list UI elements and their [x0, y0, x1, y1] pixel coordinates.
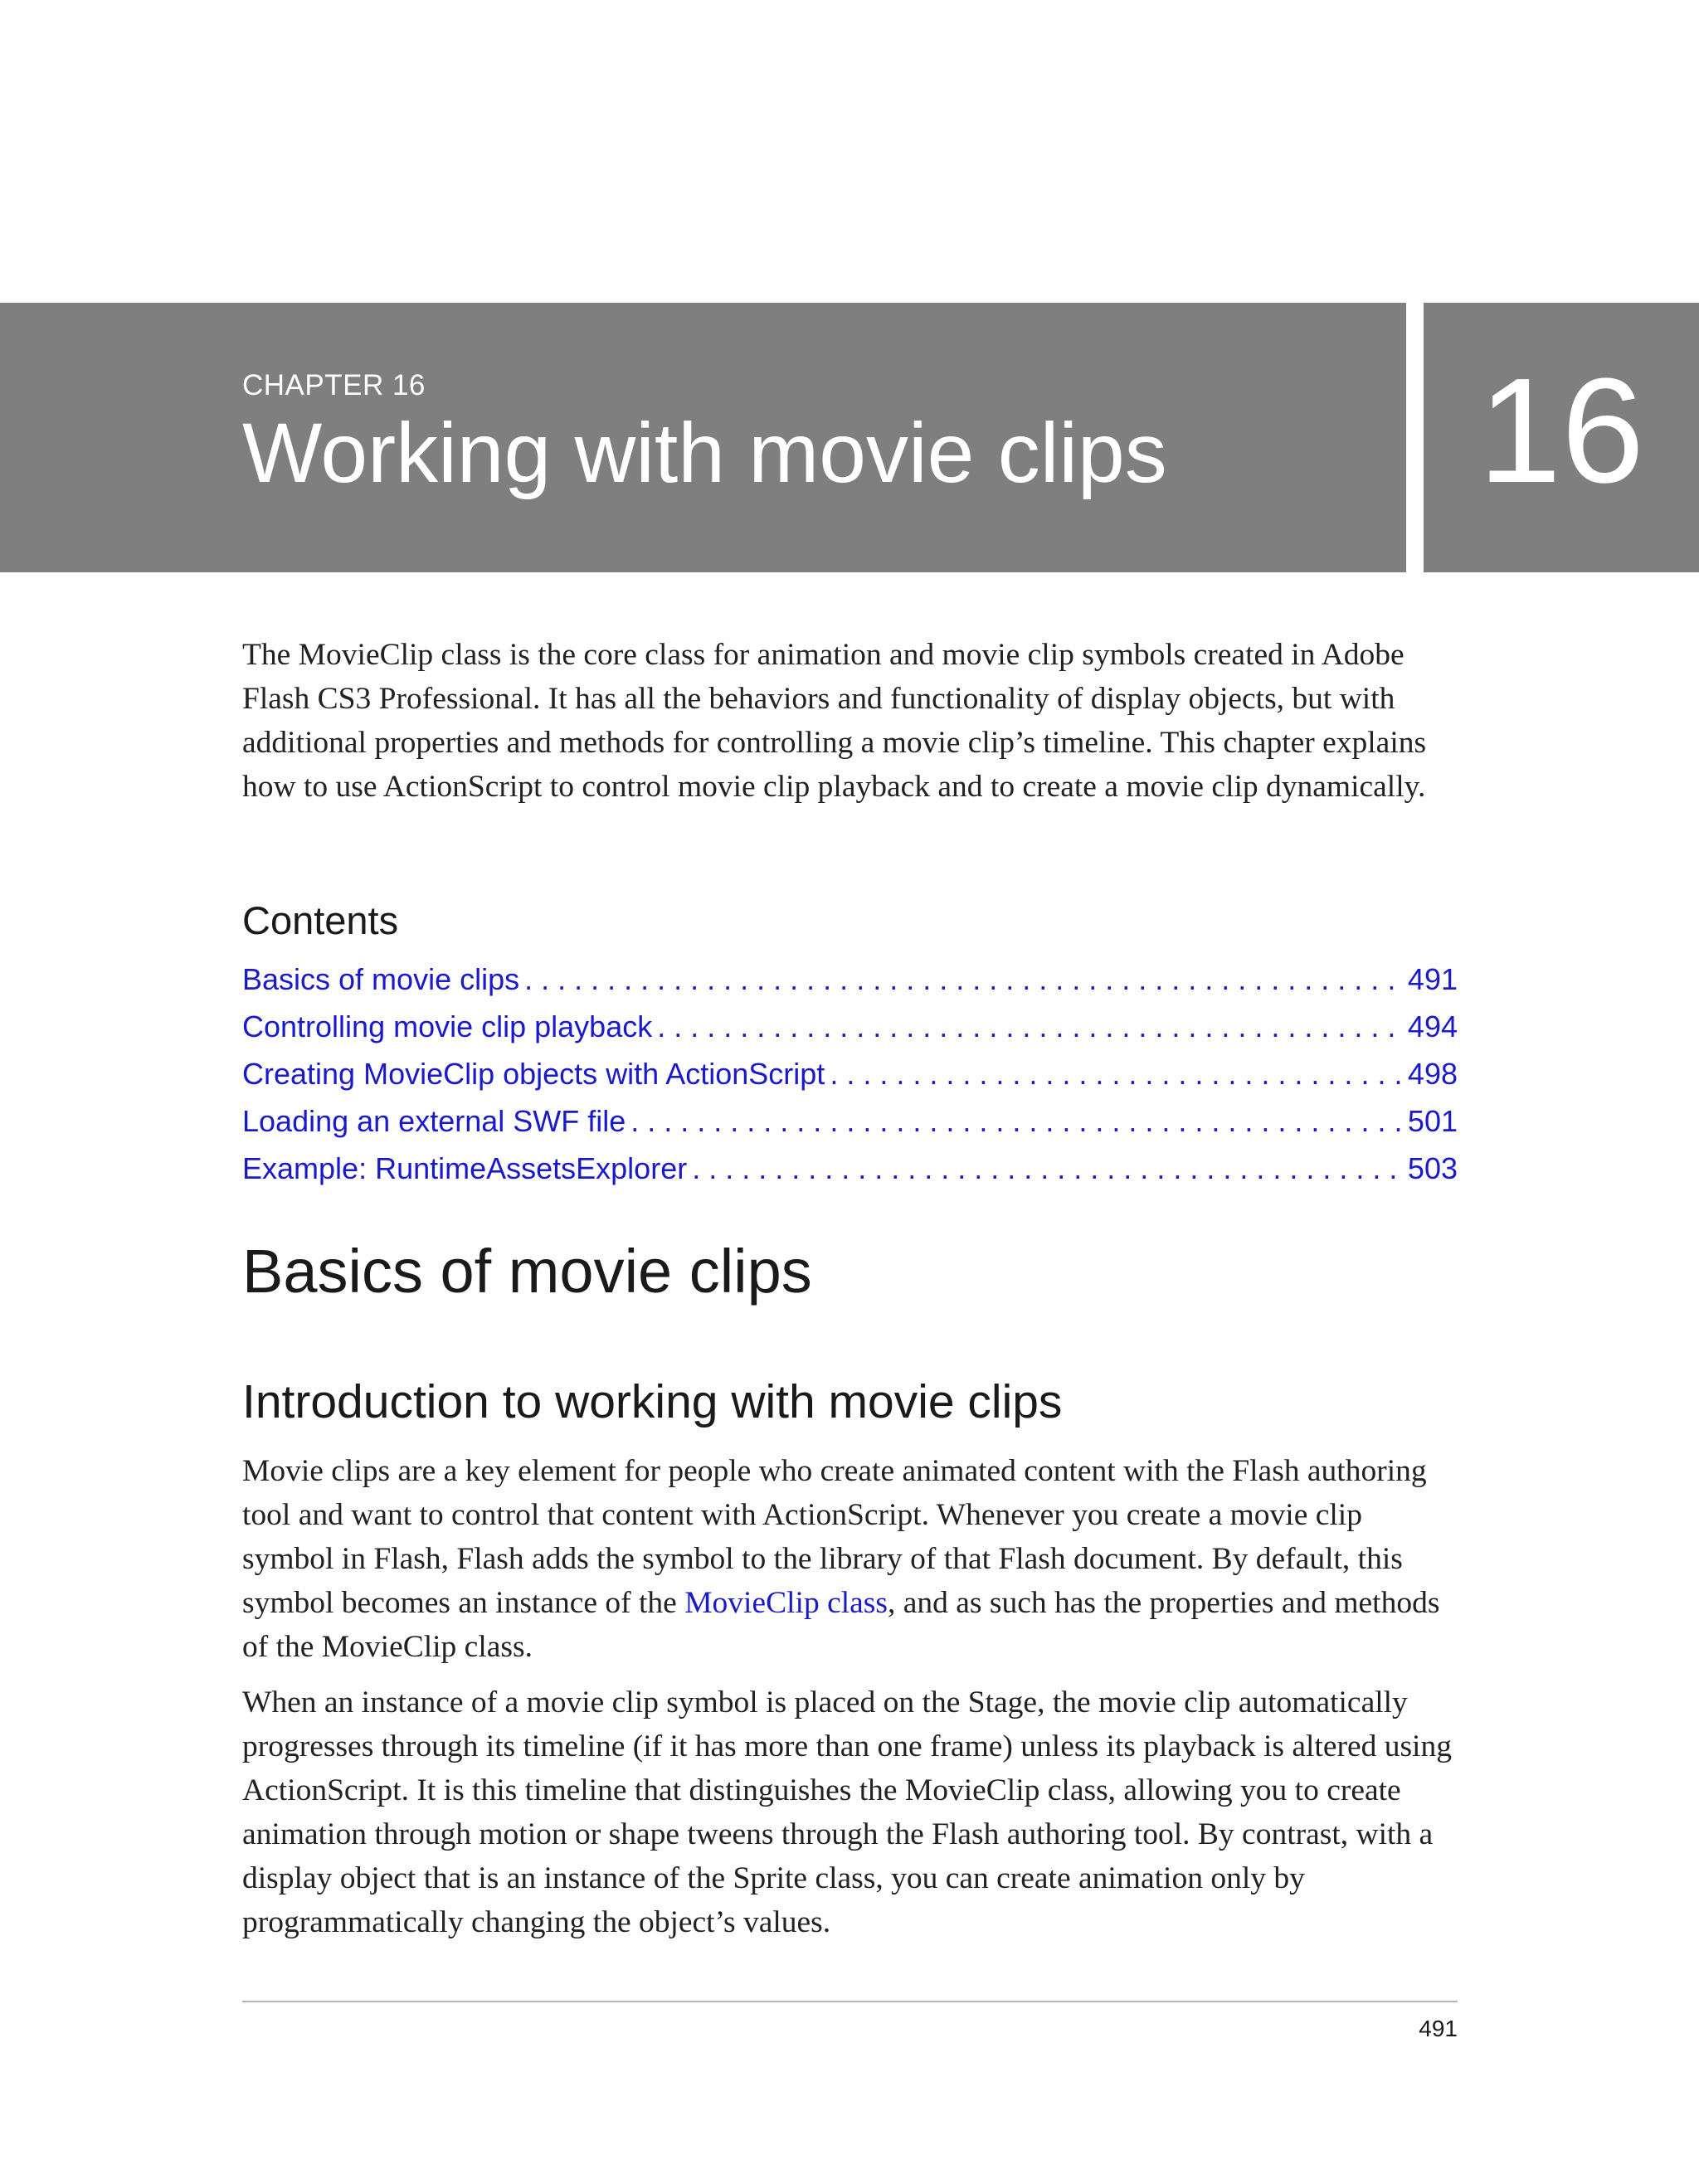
intro-paragraph: The MovieClip class is the core class for animation and movie clip symbols created in Adobe Flash CS3 Professional. It has all the behaviors and functionality of display objects, but with additional properties and methods for controlling a movie clip’s timeline. This chapter explains how to use ActionScript to control movie clip playback and to create a movie clip dynamically.	[242, 638, 1427, 804]
page-number: 491	[1419, 2016, 1458, 2041]
toc-item-example[interactable]	[242, 1145, 1458, 1192]
toc-item-page: 498	[1407, 1057, 1458, 1091]
toc-item-page: 494	[1407, 1009, 1458, 1043]
paragraph-text: Movie clips are a key element for people who create animated content with the Flash authoring tool and want to control that content with ActionScript. Whenever you create a movie clip symbol in Flash, Flash adds the symbol to the library of that Flash document. By default, this symbol becomes an instance of the	[242, 1454, 1427, 1620]
contents-heading: Contents	[242, 898, 399, 942]
toc-item-page: 503	[1407, 1151, 1458, 1185]
toc-item-page: 491	[1407, 962, 1458, 996]
toc-leader	[830, 1050, 1403, 1097]
table-of-contents	[242, 956, 1458, 1192]
toc-item-page: 501	[1407, 1104, 1458, 1138]
toc-leader	[692, 1145, 1403, 1192]
section-heading: Basics of movie clips	[242, 1237, 812, 1306]
footer-divider	[242, 2001, 1458, 2002]
chapter-title: Working with movie clips	[242, 406, 1167, 500]
toc-item-loading-swf[interactable]	[242, 1097, 1458, 1145]
toc-item-title: Loading an external SWF file	[242, 1104, 626, 1138]
toc-item-creating-movieclip[interactable]	[242, 1050, 1458, 1097]
toc-item-basics[interactable]	[242, 956, 1458, 1003]
body-paragraph-2: When an instance of a movie clip symbol is placed on the Stage, the movie clip automatically progresses through its timeline (if it has more than one frame) unless its playback is altered using ActionScript. It is this timeline that distinguishes the MovieClip class, allowing you to create animation through motion or shape tweens through the Flash authoring tool. By contrast, with a display object that is an instance of the Sprite class, you can create animation only by programmatically changing the object’s values.	[242, 1685, 1452, 1939]
paragraph-text: , and as such has the properties and methods of the MovieClip class.	[242, 1586, 1440, 1664]
chapter-number: 16	[1477, 348, 1645, 514]
chapter-label: CHAPTER 16	[242, 369, 426, 401]
toc-item-controlling-playback[interactable]	[242, 1003, 1458, 1050]
toc-item-title: Example: RuntimeAssetsExplorer	[242, 1151, 688, 1185]
body-paragraph-1	[242, 1449, 1458, 1669]
movieclip-class-link[interactable]: MovieClip class	[684, 1586, 888, 1620]
toc-item-title: Creating MovieClip objects with ActionScript	[242, 1057, 825, 1091]
toc-leader	[524, 956, 1403, 1003]
subsection-heading: Introduction to working with movie clips	[242, 1375, 1063, 1428]
toc-leader	[657, 1003, 1403, 1050]
toc-item-title: Basics of movie clips	[242, 962, 520, 996]
toc-item-title: Controlling movie clip playback	[242, 1009, 653, 1043]
toc-leader	[630, 1097, 1403, 1145]
